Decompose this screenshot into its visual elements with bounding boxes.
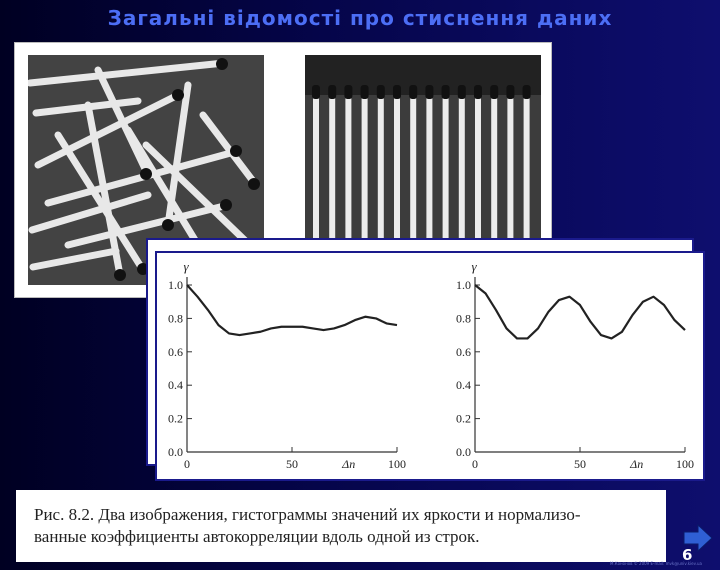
y-tick-label: 0.2 bbox=[456, 411, 471, 426]
series-line bbox=[187, 285, 397, 335]
footer-copyright: М.Кононов © 2009 E-mail: mvk@univ.kiev.ua bbox=[610, 561, 702, 566]
x-axis-label: Δn bbox=[630, 457, 644, 471]
y-tick-label: 1.0 bbox=[168, 278, 183, 292]
caption-line-1: Рис. 8.2. Два изображения, гистограммы значений их яркости и нормализо- bbox=[34, 505, 581, 524]
x-tick-label: 0 bbox=[472, 457, 478, 471]
y-tick-label: 0.6 bbox=[168, 344, 183, 359]
y-tick-label: 1.0 bbox=[456, 278, 471, 292]
y-tick-label: 0.0 bbox=[168, 445, 183, 459]
x-axis-label: Δn bbox=[342, 457, 356, 471]
y-tick-label: 0.6 bbox=[456, 344, 471, 359]
figure-caption bbox=[16, 490, 666, 562]
y-tick-label: 0.4 bbox=[456, 378, 471, 393]
y-axis-label: γ bbox=[471, 259, 477, 274]
y-tick-label: 0.0 bbox=[456, 445, 471, 459]
caption-line-2: ванные коэффициенты автокорреляции вдоль одной из строк. bbox=[34, 527, 480, 546]
y-tick-label: 0.8 bbox=[456, 311, 471, 326]
y-tick-label: 0.4 bbox=[168, 378, 183, 393]
slide-title: Загальні відомості про стиснення даних bbox=[107, 6, 613, 30]
y-axis-label: γ bbox=[183, 259, 189, 274]
x-tick-label: 50 bbox=[574, 457, 586, 471]
x-tick-label: 100 bbox=[388, 457, 406, 471]
page-number: 6 bbox=[682, 546, 693, 564]
y-tick-label: 0.2 bbox=[168, 411, 183, 426]
x-tick-label: 100 bbox=[676, 457, 694, 471]
y-tick-label: 0.8 bbox=[168, 311, 183, 326]
x-tick-label: 0 bbox=[184, 457, 190, 471]
x-tick-label: 50 bbox=[286, 457, 298, 471]
series-line bbox=[475, 285, 685, 338]
charts-canvas bbox=[157, 253, 703, 479]
autocorrelation-charts bbox=[155, 251, 705, 481]
